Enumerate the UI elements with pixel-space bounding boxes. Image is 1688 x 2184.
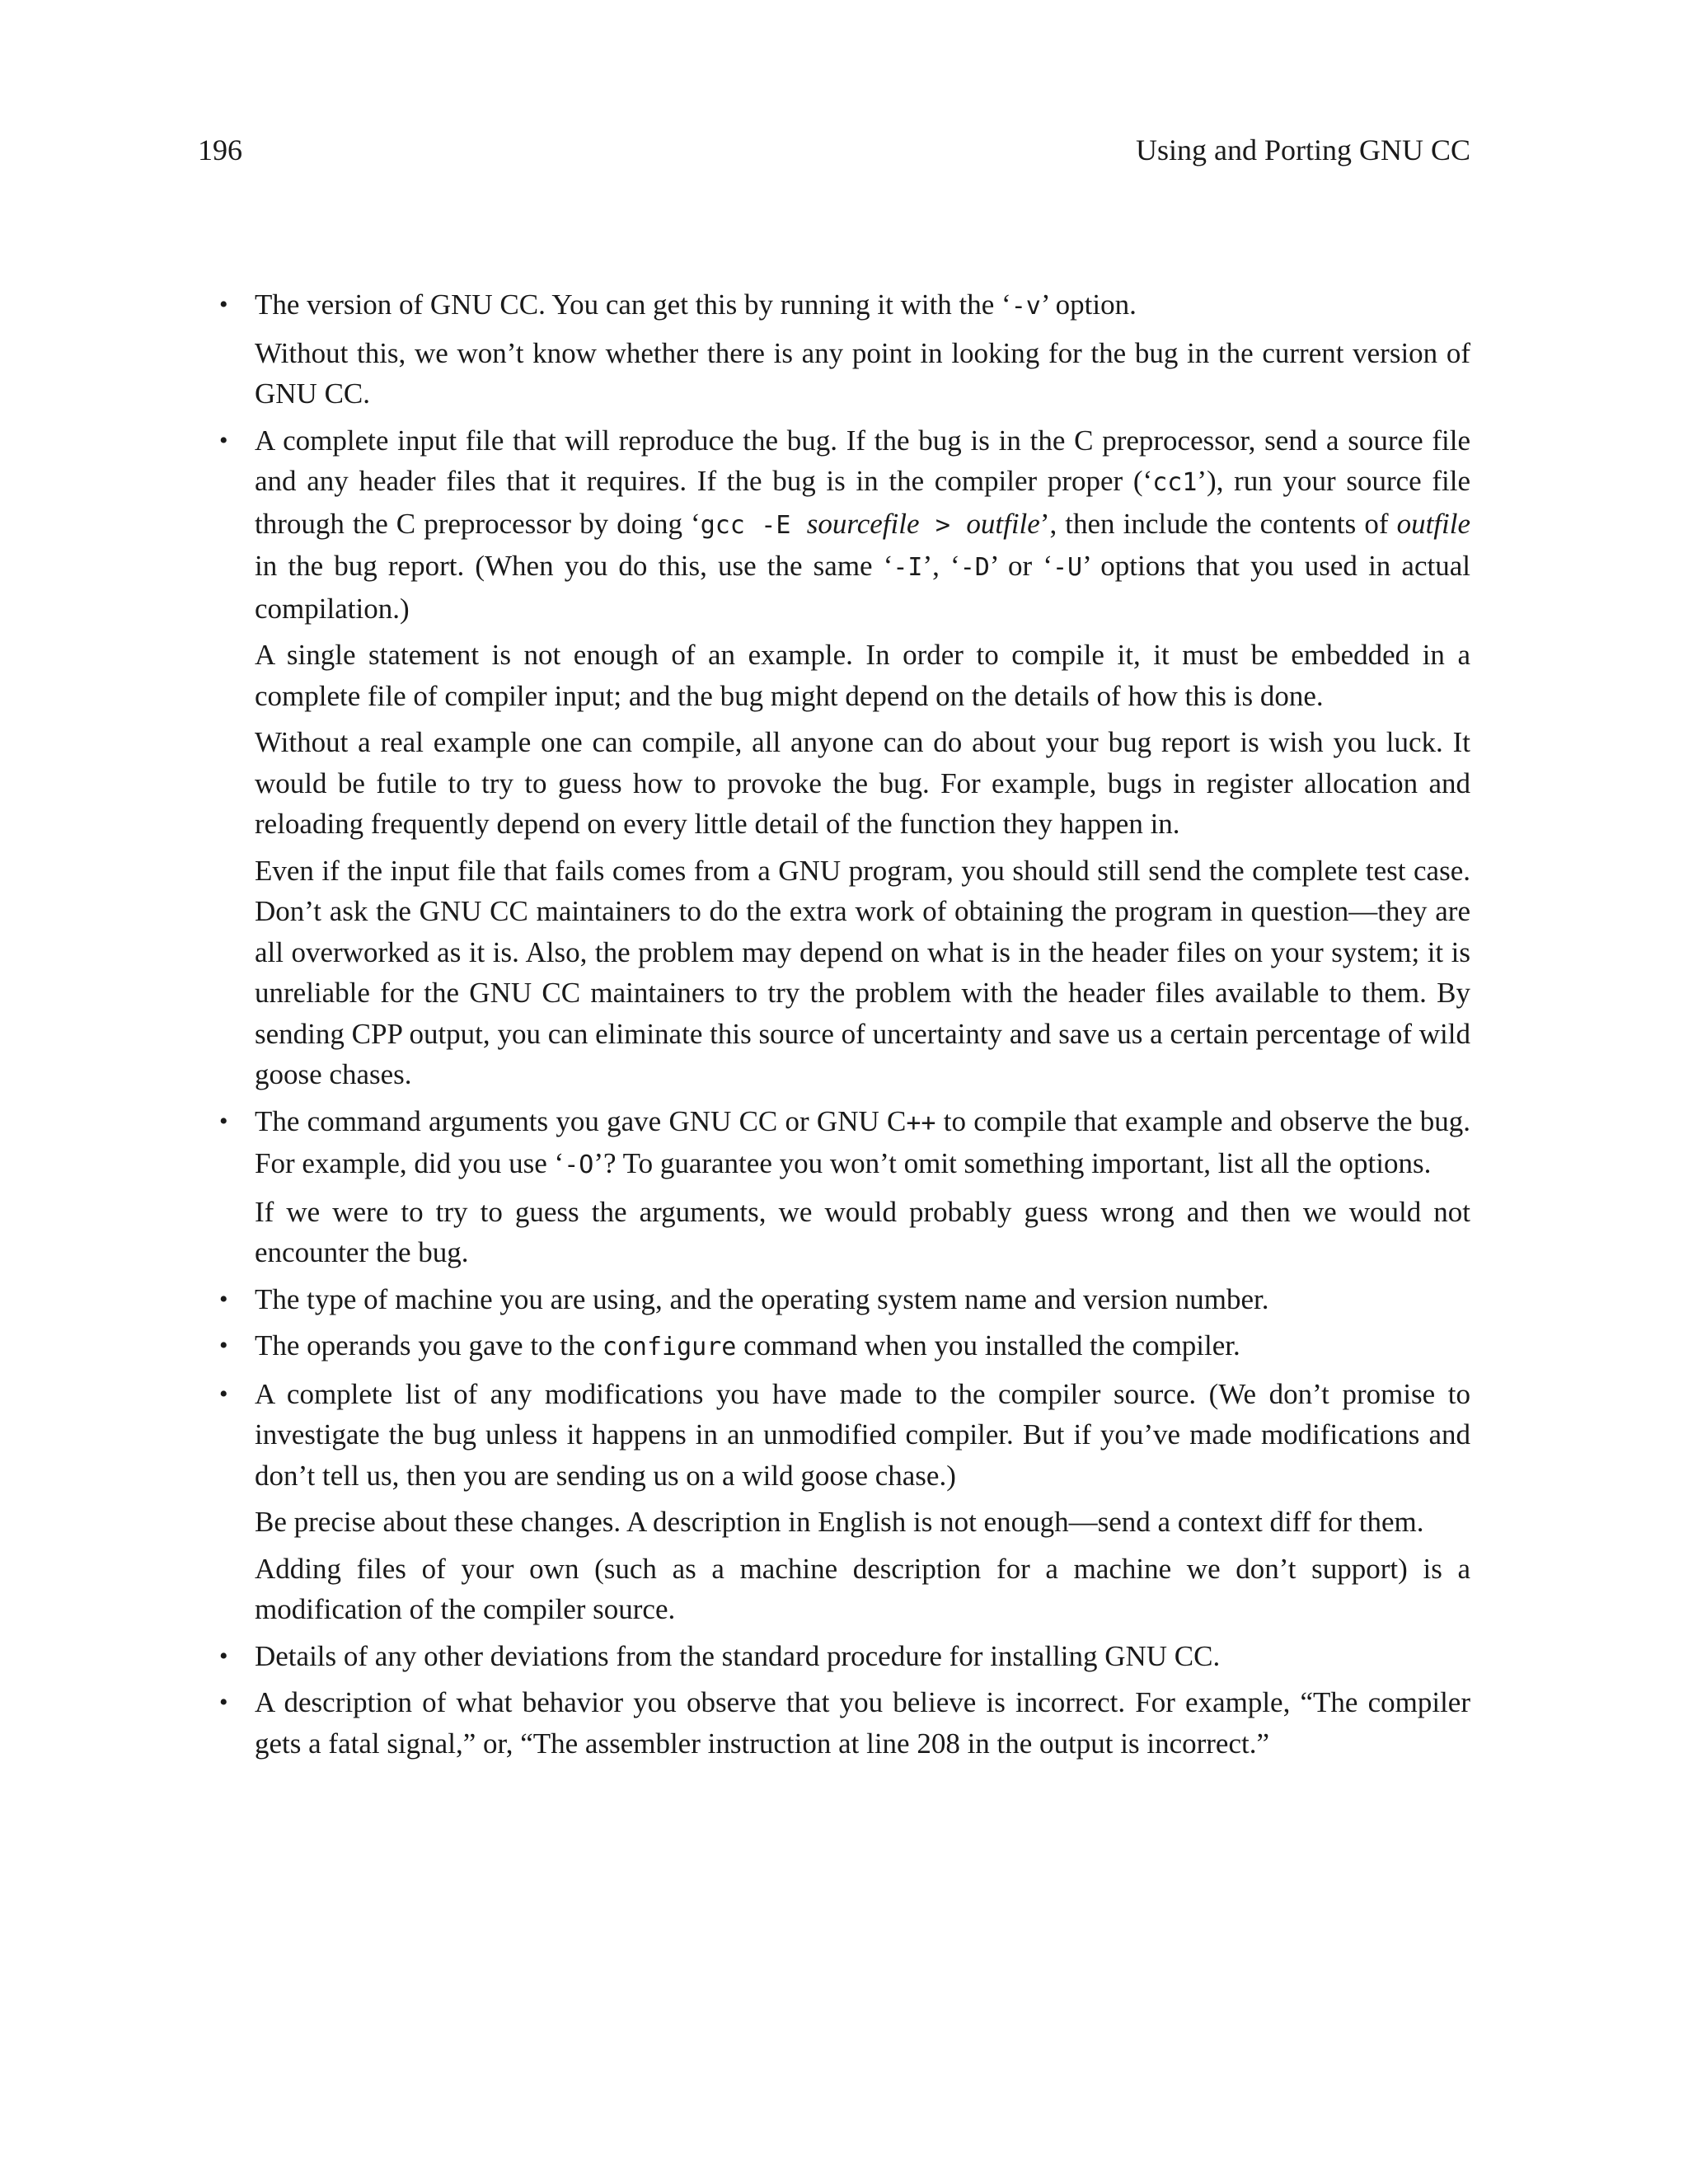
bullet-icon: • [219, 1689, 228, 1716]
paragraph [255, 722, 1470, 845]
paragraph [255, 1192, 1470, 1273]
text-run: in the bug report. (When you do this, use the same ‘ [255, 550, 893, 582]
page-number: 196 [198, 134, 242, 166]
book-title: Using and Porting GNU CC [1135, 134, 1470, 166]
text-run: Details of any other deviations from the standard procedure for installing GNU CC. [255, 1639, 1221, 1672]
text-run: A complete input file that will reproduce the bug. If the bug is in the C preprocessor, send a source file and any header files that it requires. If the bug is in the compiler proper (‘ [255, 424, 1470, 497]
paragraph [255, 1682, 1470, 1764]
text-run: The version of GNU CC. You can get this by running it with the ‘ [255, 288, 1011, 321]
bullet-icon: • [219, 1285, 228, 1313]
text-run: ’ or ‘ [989, 550, 1053, 582]
paragraph [255, 1279, 1470, 1320]
italic-text: outfile [1396, 507, 1470, 540]
list-item [198, 1101, 1470, 1273]
code-text: -D [959, 553, 990, 582]
text-run: Adding files of your own (such as a machine description for a machine we don’t support) is a modification of the compiler source. [255, 1552, 1470, 1625]
paragraph [255, 1502, 1470, 1543]
text-run: Be precise about these changes. A description in English is not enough—send a context diff for them. [255, 1506, 1424, 1538]
body-text [198, 284, 1470, 1769]
bullet-icon: • [219, 1332, 228, 1359]
italic-text: sourcefile [806, 507, 920, 540]
paragraph [255, 851, 1470, 1095]
list-item [198, 1279, 1470, 1320]
text-run: ’), run your source file through the C preprocessor by doing ‘ [255, 465, 1470, 540]
paragraph [255, 1325, 1470, 1368]
text-run: command when you installed the compiler. [736, 1329, 1240, 1361]
text-run: A description of what behavior you observe that you believe is incorrect. For example, “The compiler gets a fatal signal,” or, “The assembler instruction at line 208 in the output is incorrect.” [255, 1686, 1470, 1760]
text-run: to compile that example and observe the bug. For example, did you use ‘ [255, 1104, 1470, 1179]
italic-text: outfile [966, 507, 1040, 540]
paragraph [255, 284, 1470, 327]
text-run: ’, ‘ [922, 550, 960, 582]
code-text: cc1 [1152, 468, 1198, 497]
list-item [198, 1374, 1470, 1630]
code-text: -v [1010, 292, 1041, 321]
list-item [198, 420, 1470, 1095]
bullet-icon: • [219, 1642, 228, 1670]
paragraph [255, 1374, 1470, 1497]
text-run: Without a real example one can compile, all anyone can do about your bug report is wish you luck. It would be futile to try to guess how to provoke the bug. For example, bugs in register allocation and reloading frequently depend on every little detail of the function they happen in. [255, 726, 1470, 840]
text-run: If we were to try to guess the arguments, we would probably guess wrong and then we would not encounter the bug. [255, 1195, 1470, 1268]
code-text: -I [893, 553, 923, 582]
bullet-list [198, 284, 1470, 1764]
text-run: Without this, we won’t know whether there is any point in looking for the bug in the current version of GNU CC. [255, 336, 1470, 410]
paragraph [255, 635, 1470, 716]
bullet-icon: • [219, 426, 228, 454]
text-run: The type of machine you are using, and the operating system name and version number. [255, 1282, 1269, 1315]
text-run: A complete list of any modifications you have made to the compiler source. (We don’t promise to investigate the bug unless it happens in an unmodified compiler. But if you’ve made modifications and don’t tell us, then you are sending us on a wild goose chase.) [255, 1377, 1470, 1492]
text-run: ’, then include the contents of [1039, 507, 1397, 540]
code-text: ++ [906, 1108, 936, 1137]
paragraph [255, 333, 1470, 415]
bullet-icon: • [219, 1107, 228, 1135]
code-text: gcc -E [700, 510, 807, 540]
bullet-icon: • [219, 1380, 228, 1408]
list-item [198, 1325, 1470, 1368]
running-header [198, 130, 1470, 170]
paragraph [255, 1549, 1470, 1630]
code-text: -O [564, 1151, 594, 1179]
list-item [198, 284, 1470, 415]
text-run: A single statement is not enough of an example. In order to compile it, it must be embedded in a complete file of compiler input; and the bug might depend on the details of how this is done. [255, 639, 1470, 712]
bullet-icon: • [219, 291, 228, 318]
text-run: The command arguments you gave GNU CC or GNU C [255, 1104, 907, 1137]
text-run: ’? To guarantee you won’t omit something important, list all the options. [593, 1147, 1432, 1179]
code-text: configure [602, 1333, 737, 1361]
paragraph [255, 1101, 1470, 1186]
paragraph [255, 420, 1470, 630]
text-run: The operands you gave to the [255, 1329, 603, 1361]
text-run: ’ option. [1040, 288, 1137, 321]
list-item [198, 1682, 1470, 1764]
text-run: ’ options that you used in actual compilation.) [255, 550, 1470, 625]
paragraph [255, 1636, 1470, 1677]
list-item [198, 1636, 1470, 1677]
code-text: -U [1052, 553, 1083, 582]
code-text: > [919, 510, 967, 540]
text-run: Even if the input file that fails comes from a GNU program, you should still send the complete test case. Don’t ask the GNU CC maintainers to do the extra work of obtaining the program in question—they are all overworked as it is. Also, the problem may depend on what is in the header files on your system; it is unreliable for the GNU CC maintainers to try the problem with the header files available to them. By sending CPP output, you can eliminate this source of uncertainty and save us a certain percentage of wild goose chases. [255, 854, 1470, 1090]
